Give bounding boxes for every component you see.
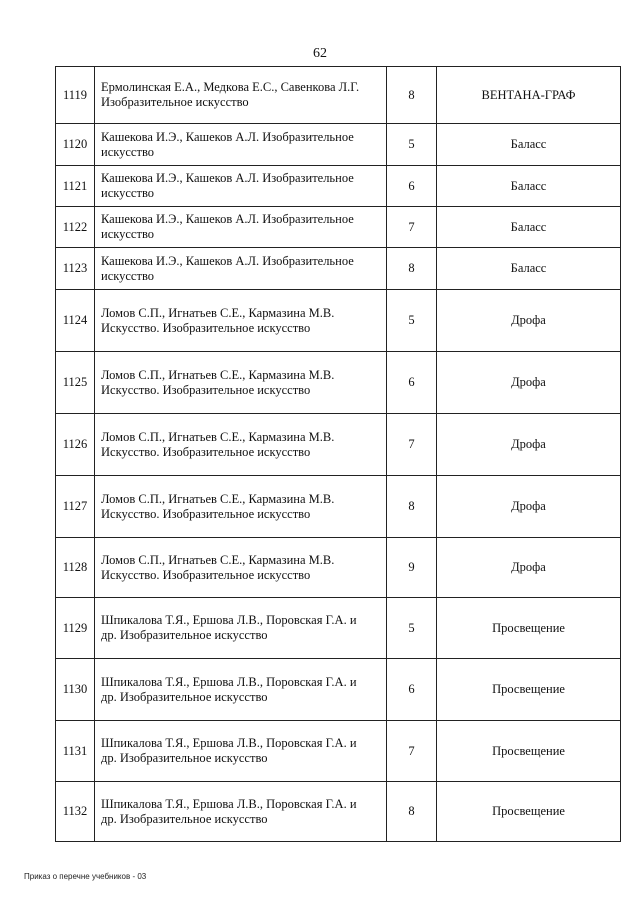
author-line: Ломов С.П., Игнатьев С.Е., Кармазина М.В. xyxy=(101,491,335,506)
author-title-cell xyxy=(95,414,387,476)
title-line: искусство xyxy=(101,186,155,200)
row-number: 1126 xyxy=(56,414,95,476)
title-line: искусство xyxy=(101,268,155,283)
table-row xyxy=(56,414,621,476)
grade-cell: 8 xyxy=(387,476,437,538)
author-title-cell xyxy=(95,207,387,248)
author-line: Шпикалова Т.Я., Ершова Л.В., Поровская Г.А. и xyxy=(101,613,357,627)
author-title-cell xyxy=(95,721,387,782)
publisher-cell: Баласс xyxy=(437,166,621,207)
page-number: 62 xyxy=(313,46,327,61)
author-line: Ломов С.П., Игнатьев С.Е., Кармазина М.В. xyxy=(101,552,335,567)
title-line: др. Изобразительное искусство xyxy=(101,689,268,704)
publisher-cell: Дрофа xyxy=(437,414,621,476)
table-row xyxy=(56,476,621,538)
row-number: 1132 xyxy=(56,782,95,842)
author-line: Кашекова И.Э., Кашеков А.Л. Изобразительное xyxy=(101,171,354,185)
publisher-cell: ВЕНТАНА-ГРАФ xyxy=(437,67,621,124)
title-line: Искусство. Изобразительное искусство xyxy=(101,506,311,521)
publisher-cell: Просвещение xyxy=(437,598,621,659)
table-row xyxy=(56,290,621,352)
row-number: 1123 xyxy=(56,248,95,290)
publisher-cell: Дрофа xyxy=(437,476,621,538)
author-title-cell xyxy=(95,290,387,352)
publisher-cell: Дрофа xyxy=(437,538,621,598)
title-line: Искусство. Изобразительное искусство xyxy=(101,320,311,335)
author-title-cell xyxy=(95,67,387,124)
footer-note: Приказ о перечне учебников - 03 xyxy=(24,872,147,881)
author-line: Ермолинская Е.А., Медкова Е.С., Савенкова Л.Г. xyxy=(101,80,360,94)
title-line: искусство xyxy=(101,144,155,159)
table-row xyxy=(56,598,621,659)
textbook-table xyxy=(55,66,621,842)
title-line: Искусство. Изобразительное искусство xyxy=(101,382,311,397)
table-row xyxy=(56,659,621,721)
publisher-cell: Просвещение xyxy=(437,659,621,721)
grade-cell: 7 xyxy=(387,414,437,476)
author-title-cell xyxy=(95,538,387,598)
publisher-cell: Баласс xyxy=(437,124,621,166)
author-title-cell xyxy=(95,476,387,538)
row-number: 1120 xyxy=(56,124,95,166)
publisher-cell: Баласс xyxy=(437,248,621,290)
grade-cell: 5 xyxy=(387,290,437,352)
grade-cell: 6 xyxy=(387,659,437,721)
row-number: 1122 xyxy=(56,207,95,248)
title-line: Искусство. Изобразительное искусство xyxy=(101,567,311,582)
author-title-cell xyxy=(95,782,387,842)
grade-cell: 6 xyxy=(387,352,437,414)
author-line: Кашекова И.Э., Кашеков А.Л. Изобразительное xyxy=(101,129,354,144)
grade-cell: 7 xyxy=(387,721,437,782)
table-row xyxy=(56,721,621,782)
grade-cell: 5 xyxy=(387,598,437,659)
row-number: 1121 xyxy=(56,166,95,207)
publisher-cell: Дрофа xyxy=(437,290,621,352)
table-row xyxy=(56,248,621,290)
title-line: Изобразительное искусство xyxy=(101,95,249,109)
table-row xyxy=(56,67,621,124)
author-title-cell xyxy=(95,166,387,207)
author-line: Ломов С.П., Игнатьев С.Е., Кармазина М.В. xyxy=(101,367,335,382)
author-line: Шпикалова Т.Я., Ершова Л.В., Поровская Г.А. и xyxy=(101,736,357,750)
grade-cell: 8 xyxy=(387,248,437,290)
author-line: Ломов С.П., Игнатьев С.Е., Кармазина М.В. xyxy=(101,429,335,444)
publisher-cell: Просвещение xyxy=(437,782,621,842)
table-row xyxy=(56,538,621,598)
row-number: 1128 xyxy=(56,538,95,598)
grade-cell: 6 xyxy=(387,166,437,207)
author-line: Кашекова И.Э., Кашеков А.Л. Изобразительное xyxy=(101,253,354,268)
author-title-cell xyxy=(95,598,387,659)
title-line: др. Изобразительное искусство xyxy=(101,628,268,642)
table-row xyxy=(56,782,621,842)
row-number: 1119 xyxy=(56,67,95,124)
table-row xyxy=(56,124,621,166)
row-number: 1125 xyxy=(56,352,95,414)
row-number: 1129 xyxy=(56,598,95,659)
grade-cell: 7 xyxy=(387,207,437,248)
grade-cell: 5 xyxy=(387,124,437,166)
author-line: Кашекова И.Э., Кашеков А.Л. Изобразительное xyxy=(101,212,354,226)
grade-cell: 8 xyxy=(387,782,437,842)
table-row xyxy=(56,352,621,414)
row-number: 1127 xyxy=(56,476,95,538)
grade-cell: 8 xyxy=(387,67,437,124)
table-row xyxy=(56,166,621,207)
grade-cell: 9 xyxy=(387,538,437,598)
table-row xyxy=(56,207,621,248)
author-title-cell xyxy=(95,124,387,166)
author-line: Шпикалова Т.Я., Ершова Л.В., Поровская Г.А. и xyxy=(101,796,357,811)
title-line: искусство xyxy=(101,227,155,241)
author-line: Ломов С.П., Игнатьев С.Е., Кармазина М.В. xyxy=(101,305,335,320)
publisher-cell: Просвещение xyxy=(437,721,621,782)
author-title-cell xyxy=(95,352,387,414)
publisher-cell: Дрофа xyxy=(437,352,621,414)
publisher-cell: Баласс xyxy=(437,207,621,248)
row-number: 1130 xyxy=(56,659,95,721)
title-line: др. Изобразительное искусство xyxy=(101,811,268,826)
title-line: Искусство. Изобразительное искусство xyxy=(101,444,311,459)
author-title-cell xyxy=(95,248,387,290)
row-number: 1124 xyxy=(56,290,95,352)
title-line: др. Изобразительное искусство xyxy=(101,751,268,765)
author-line: Шпикалова Т.Я., Ершова Л.В., Поровская Г.А. и xyxy=(101,674,357,689)
author-title-cell xyxy=(95,659,387,721)
row-number: 1131 xyxy=(56,721,95,782)
